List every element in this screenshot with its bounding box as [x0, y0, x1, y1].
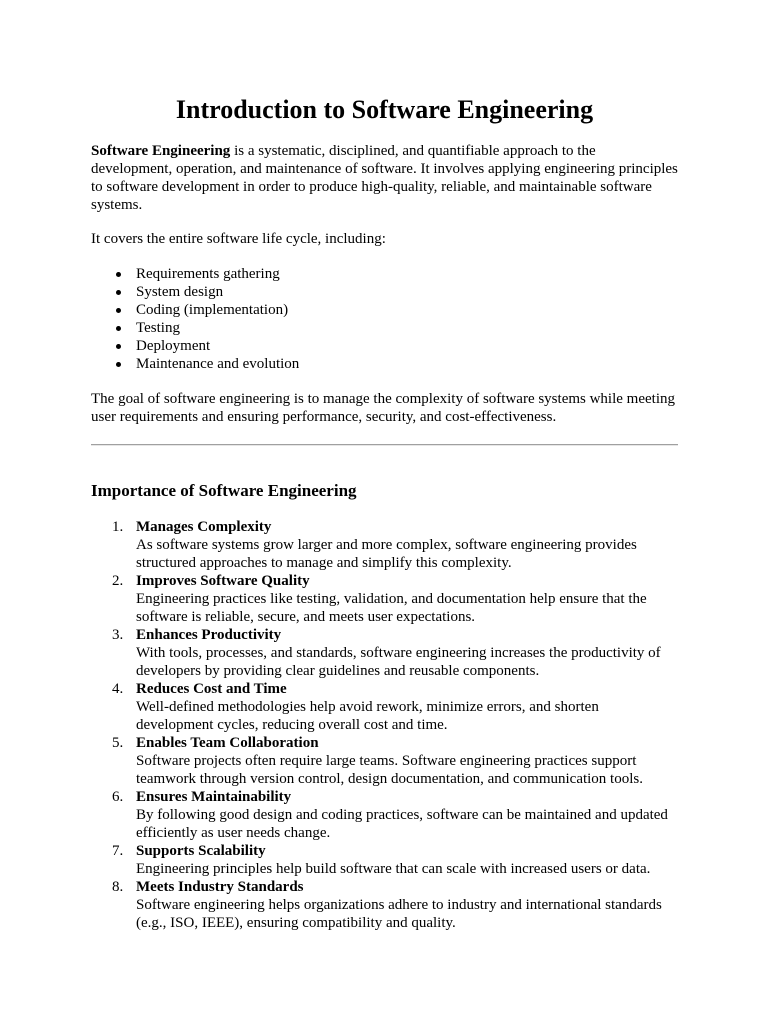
section-heading-importance: Importance of Software Engineering [91, 481, 357, 500]
item-title: Manages Complexity [136, 519, 272, 535]
item-description: Engineering practices like testing, validation, and documentation help ensure that the software is reliable, secure, and meets user expectations. [136, 591, 647, 625]
goal-paragraph: The goal of software engineering is to manage the complexity of software systems while meeting user requirements and ensuring performance, security, and cost-effectiveness. [91, 391, 675, 425]
item-description: Software projects often require large teams. Software engineering practices support teamwork through version control, design documentation, and communication tools. [136, 753, 643, 787]
item-number: 8. [112, 879, 124, 895]
page-title: Introduction to Software Engineering [175, 95, 594, 124]
list-item: Coding (implementation) [136, 301, 678, 319]
intro-text: is a systematic, disciplined, and quantifiable approach to the development, operation, and maintenance of software. It involves applying engineering principles to software development in order to produce high-quality, reliable, and maintainable software systems. [91, 143, 678, 213]
list-item [112, 572, 678, 626]
item-number: 7. [112, 843, 124, 859]
list-item [112, 788, 678, 842]
list-item: Testing [136, 319, 678, 337]
intro-paragraph [91, 142, 678, 214]
item-number: 5. [112, 735, 124, 751]
list-item [112, 878, 678, 932]
item-number: 6. [112, 789, 124, 805]
list-item [112, 680, 678, 734]
item-title: Reduces Cost and Time [136, 681, 287, 697]
lifecycle-list [91, 265, 678, 373]
list-item: Requirements gathering [136, 265, 678, 283]
item-description: Software engineering helps organizations adhere to industry and international standards (e.g., ISO, IEEE), ensuring compatibility and quality. [136, 897, 662, 931]
importance-list [91, 518, 678, 932]
item-title: Enhances Productivity [136, 627, 282, 643]
list-item: Maintenance and evolution [136, 355, 678, 373]
item-number: 2. [112, 573, 124, 589]
item-title: Ensures Maintainability [136, 789, 292, 805]
item-number: 1. [112, 519, 124, 535]
item-number: 4. [112, 681, 124, 697]
item-description: As software systems grow larger and more complex, software engineering provides structured approaches to manage and simplify this complexity. [136, 537, 637, 571]
list-item: Deployment [136, 337, 678, 355]
list-item: System design [136, 283, 678, 301]
lifecycle-intro: It covers the entire software life cycle, including: [91, 231, 386, 247]
item-number: 3. [112, 627, 124, 643]
item-title: Supports Scalability [136, 843, 266, 859]
item-description: Well-defined methodologies help avoid rework, minimize errors, and shorten development cycles, reducing overall cost and time. [136, 699, 599, 733]
item-title: Improves Software Quality [136, 573, 310, 589]
item-description: By following good design and coding practices, software can be maintained and updated efficiently as user needs change. [136, 807, 668, 841]
item-description: Engineering principles help build software that can scale with increased users or data. [136, 861, 651, 877]
item-title: Meets Industry Standards [136, 879, 304, 895]
item-title: Enables Team Collaboration [136, 735, 319, 751]
item-description: With tools, processes, and standards, software engineering increases the productivity of developers by providing clear guidelines and reusable components. [136, 645, 661, 679]
list-item [112, 518, 678, 572]
section-divider [91, 444, 678, 446]
list-item [112, 842, 678, 878]
list-item [112, 626, 678, 680]
list-item [112, 734, 678, 788]
intro-bold-term: Software Engineering [91, 143, 231, 159]
